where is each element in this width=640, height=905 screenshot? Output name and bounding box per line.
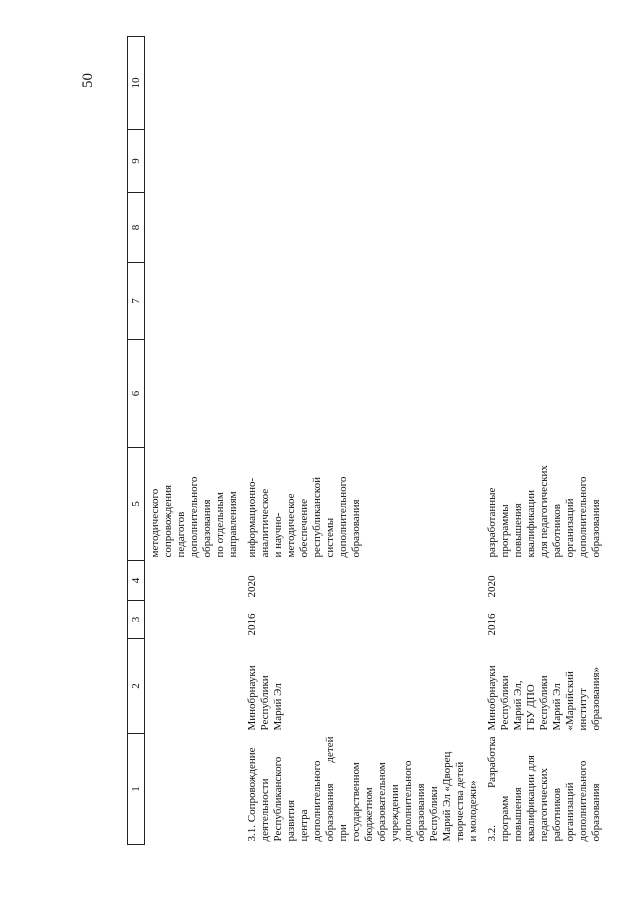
cell-col6: [242, 340, 482, 448]
col-header-4: 4: [128, 561, 145, 601]
cell-start-year: 2016: [246, 613, 258, 636]
table-row: [242, 37, 482, 845]
measures-table: [127, 36, 605, 845]
cell-col10: [145, 37, 243, 130]
cell-end-year: 2020: [246, 575, 258, 598]
cell-result: разработанные программы повышения квалификации для педагогических работников организаций дополнительного образования: [486, 465, 602, 558]
col-header-10: 10: [128, 37, 145, 130]
col-header-3: 3: [128, 601, 145, 639]
cell-col10: [482, 37, 605, 130]
cell-executor: Минобрнауки Республики Марий Эл, ГБУ ДПО Республики Марий Эл «Марийский институт образования»: [486, 665, 602, 731]
cell-executor: [145, 639, 243, 734]
cell-activity: [145, 734, 243, 845]
col-header-1: 1: [128, 734, 145, 845]
col-header-5: 5: [128, 448, 145, 561]
cell-col7: [242, 263, 482, 340]
cell-start-year: [145, 601, 243, 639]
cell-col9: [482, 130, 605, 193]
rotated-table-container: [127, 37, 627, 845]
cell-col8: [482, 193, 605, 263]
cell-executor: Минобрнауки Республики Марий Эл: [246, 665, 284, 731]
page-number: 50: [80, 73, 96, 88]
cell-activity: 3.1. Сопровождение деятельности Республиканского развития центра дополнительного образования детей при государственном бюджетном образовательном учреждении дополнительного образования Республики Марий Эл «Дворец творчества детей и молодежи»: [246, 736, 479, 842]
cell-col6: [145, 340, 243, 448]
table-row: [482, 37, 605, 845]
cell-col8: [242, 193, 482, 263]
col-header-9: 9: [128, 130, 145, 193]
cell-col9: [242, 130, 482, 193]
header-row: [128, 37, 145, 845]
col-header-6: 6: [128, 340, 145, 448]
cell-end-year: [145, 561, 243, 601]
cell-activity: 3.2. Разработка программ повышения квалификации для педагогических работников организаций дополнительного образования: [486, 736, 602, 842]
cell-result: информационно- аналитическое и научно-методическое обеспечение республиканской системы дополнительного образования: [246, 476, 362, 558]
cell-col10: [242, 37, 482, 130]
col-header-8: 8: [128, 193, 145, 263]
cell-col6: [482, 340, 605, 448]
cell-col9: [145, 130, 243, 193]
cell-col7: [482, 263, 605, 340]
cell-col7: [145, 263, 243, 340]
cell-result: методического сопровождения педагогов дополнительного образования по отдельным направлениям: [149, 476, 239, 558]
col-header-7: 7: [128, 263, 145, 340]
cell-start-year: 2016: [486, 613, 498, 636]
cell-end-year: 2020: [486, 575, 498, 598]
cell-col8: [145, 193, 243, 263]
col-header-2: 2: [128, 639, 145, 734]
table-row: [145, 37, 243, 845]
